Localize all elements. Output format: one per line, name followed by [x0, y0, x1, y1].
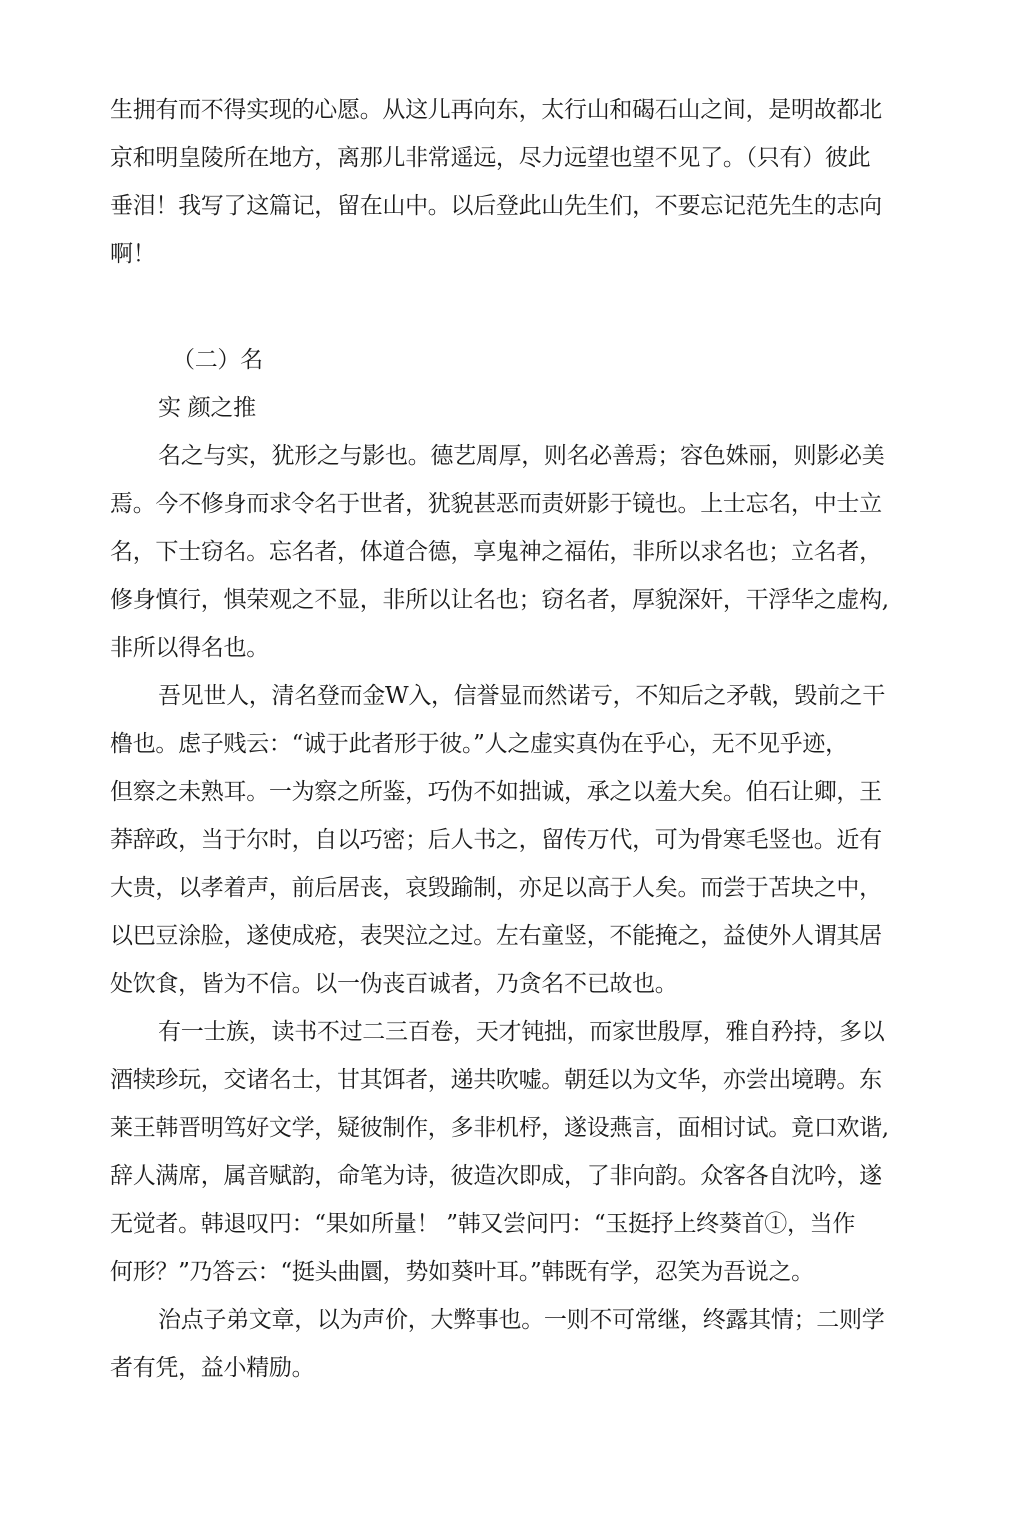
intro-paragraph [110, 86, 880, 278]
section-subheading: 实 颜之推 [158, 395, 256, 421]
text-line: 但察之未熟耳。一为察之所鉴，巧伪不如拙诚，承之以羞大矣。伯石让卿，王 [110, 779, 882, 805]
text-line: 名之与实，犹形之与影也。德艺周厚，则名必善焉；容色姝丽，则影必美 [158, 443, 885, 469]
text-line: 何形？”乃答云：“挺头曲圜，势如葵叶耳。”韩既有学，忍笑为吾说之。 [110, 1259, 814, 1285]
text-line: 有一士族，读书不过二三百卷，天才钝拙，而家世殷厚，雅自矜持，多以 [158, 1019, 885, 1045]
section-heading: （二）名 [172, 347, 263, 373]
text-line: 焉。今不修身而求令名于世者，犹貌甚恶而责妍影于镜也。上士忘名，中士立 [110, 491, 882, 517]
paragraph-4 [110, 1296, 885, 1392]
paragraph-3 [110, 1008, 889, 1296]
paragraph-1 [110, 432, 889, 672]
text-line: 非所以得名也。 [110, 635, 269, 661]
text-line: 辞人满席，属音赋韵，命笔为诗，彼造次即成，了非向韵。众客各自沈吟，遂 [110, 1163, 882, 1189]
text-line: 酒犊珍玩，交诸名士，甘其饵者，递共吹嘘。朝廷以为文华，亦尝出境聘。东 [110, 1067, 882, 1093]
text-line: 吾见世人，清名登而金W入，信誉显而然诺亏，不知后之矛戟，毁前之干 [158, 683, 886, 709]
text-line: 治点子弟文章，以为声价，大弊事也。一则不可常继，终露其情；二则学 [158, 1307, 885, 1333]
text-line: 以巴豆涂脸，遂使成疮，表哭泣之过。左右童竖，不能掩之，益使外人谓其居 [110, 923, 882, 949]
text-line: 名，下士窃名。忘名者，体道合德，享鬼神之福佑，非所以求名也；立名者， [110, 539, 882, 565]
text-line: 处饮食，皆为不信。以一伪丧百诚者，乃贪名不已故也。 [110, 971, 678, 997]
text-line: 生拥有而不得实现的心愿。从这儿再向东，太行山和碣石山之间，是明故都北 [110, 97, 882, 123]
text-line: 者有凭，益小精励。 [110, 1355, 315, 1381]
section-spacer [110, 278, 880, 336]
text-line: 莽辞政，当于尔时，自以巧密；后人书之，留传万代，可为骨寒毛竖也。近有 [110, 827, 882, 853]
text-line: 啊！ [110, 241, 156, 267]
text-line: 大贵，以孝着声，前后居丧，哀毁踰制，亦足以高于人矣。而尝于苫块之中， [110, 875, 882, 901]
text-line: 京和明皇陵所在地方，离那儿非常遥远，尽力远望也望不见了。（只有）彼此 [110, 145, 871, 171]
text-line: 橹也。虑子贱云：“诚于此者形于彼。”人之虚实真伪在乎心，无不见乎迹， [110, 731, 848, 757]
document-page [110, 86, 889, 1392]
text-line: 无觉者。韩退叹円：“果如所量！ ”韩又尝问円：“玉挺抒上终葵首①，当作 [110, 1211, 856, 1237]
text-line: 莱王韩晋明笃好文学，疑彼制作，多非机杼，遂设燕言，面相讨试。竟口欢谐, [110, 1115, 889, 1141]
text-line: 垂泪！我写了这篇记，留在山中。以后登此山先生们，不要忘记范先生的志向 [110, 193, 882, 219]
text-line: 修身慎行，惧荣观之不显，非所以让名也；窃名者，厚貌深奸，干浮华之虚构, [110, 587, 889, 613]
paragraph-2 [110, 672, 886, 1008]
